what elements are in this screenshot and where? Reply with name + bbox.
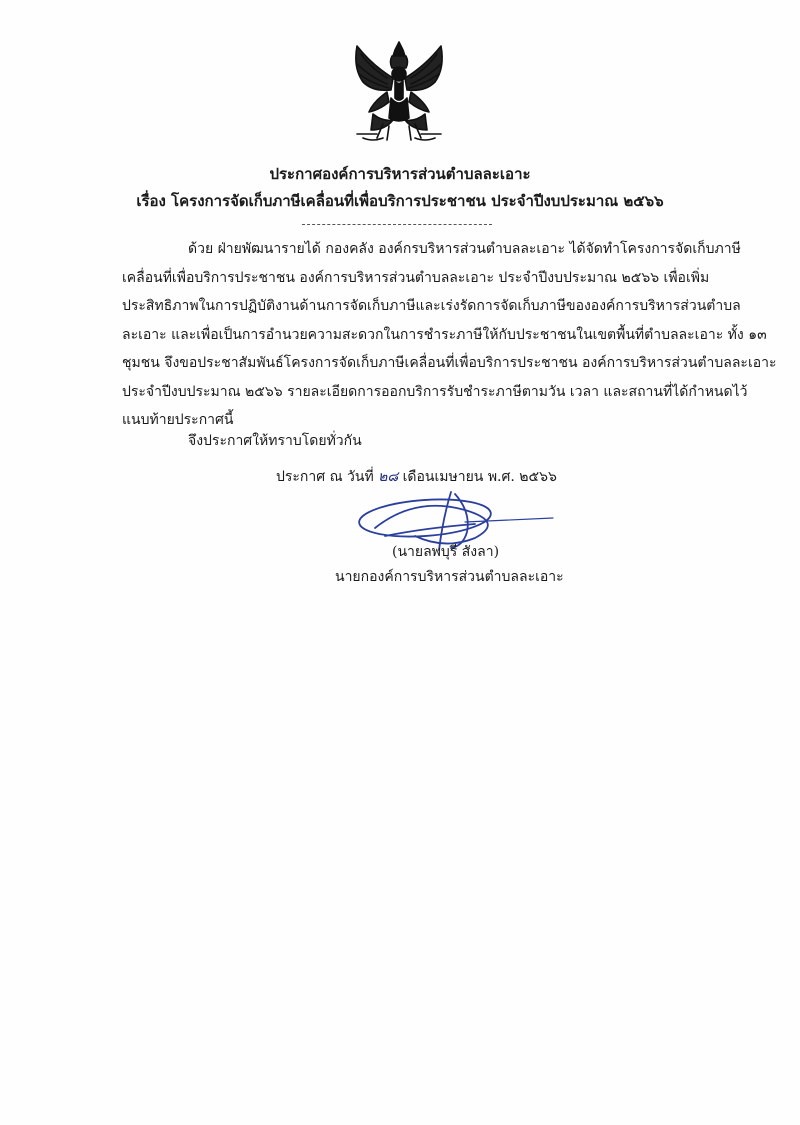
document-subject: เรื่อง โครงการจัดเก็บภาษีเคลื่อนที่เพื่อบริการประชาชน ประจำปีงบประมาณ ๒๕๖๖ [136, 192, 664, 210]
paragraph-line: ประสิทธิภาพในการปฏิบัติงานด้านการจัดเก็บภาษีและเร่งรัดการจัดเก็บภาษีขององค์การบริหารส่วนตำบล [122, 298, 741, 314]
title-divider [302, 224, 492, 225]
document-title: ประกาศองค์การบริหารส่วนตำบลละเอาะ [269, 165, 531, 183]
paragraph-line: ชุมชน จึงขอประชาสัมพันธ์โครงการจัดเก็บภาษีเคลื่อนที่เพื่อบริการประชาชน องค์การบริหารส่วนตำบลละเอาะ [122, 355, 777, 371]
date-suffix: เดือนเมษายน พ.ศ. ๒๕๖๖ [402, 469, 557, 485]
signatory-position: นายกองค์การบริหารส่วนตำบลละเอาะ [335, 569, 564, 585]
paragraph-line: เคลื่อนที่เพื่อบริการประชาชน องค์การบริหารส่วนตำบลละเอาะ ประจำปีงบประมาณ ๒๕๖๖ เพื่อเพิ่ม [122, 270, 710, 286]
garuda-emblem-icon [343, 38, 455, 146]
announcement-line: จึงประกาศให้ทราบโดยทั่วกัน [188, 433, 362, 449]
signatory-name: (นายลพบุรี สังลา) [392, 544, 500, 560]
date-day: ๒๘ [378, 469, 399, 485]
date-prefix: ประกาศ ณ วันที่ [276, 469, 374, 485]
paragraph-line: ด้วย ฝ่ายพัฒนารายได้ กองคลัง องค์กรบริหารส่วนตำบลละเอาะ ได้จัดทำโครงการจัดเก็บภาษี [188, 241, 741, 257]
announcement-date [276, 466, 557, 488]
paragraph-line: ประจำปีงบประมาณ ๒๕๖๖ รายละเอียดการออกบริการรับชำระภาษีตามวัน เวลา และสถานที่ได้กำหนดไว้ [122, 384, 748, 400]
paragraph-line: ละเอาะ และเพื่อเป็นการอำนวยความสะดวกในการชำระภาษีให้กับประชาชนในเขตพื้นที่ตำบลละเอาะ ทั้ง ๑๓ [122, 327, 767, 343]
paragraph-line: แนบท้ายประกาศนี้ [122, 412, 234, 428]
